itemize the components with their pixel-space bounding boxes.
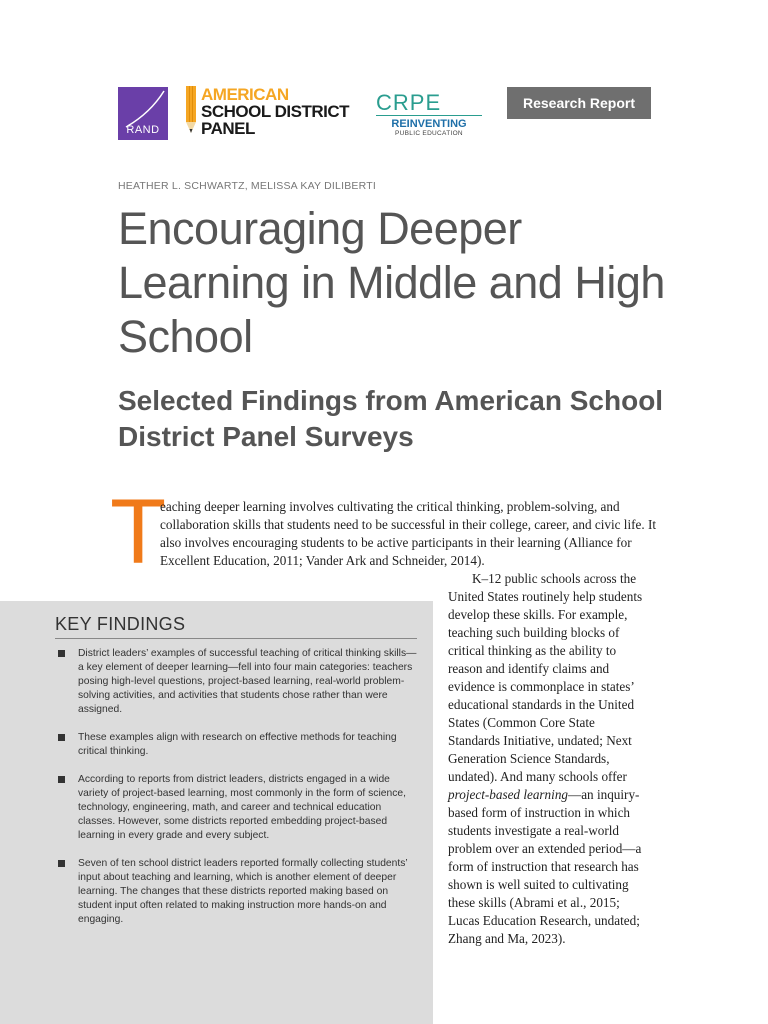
intro-paragraph: eaching deeper learning involves cultivating the critical thinking, problem-solving, and collaboration skills that students need to be successful in their college, career, and civic life. It also involves encouraging students to be active participants in their learning (Alliance for Excellent Education, 2011; Vander Ark and Schneider, 2014). xyxy=(160,499,657,568)
body-text: K–12 public schools across the United States routinely help students develop these skills. For example, teaching such building blocks of critical thinking as the ability to reason and identify claims and evidence is commonplace in states’ educational standards in the United States (Common Core State Standards Initiative, undated; Next Generation Science Standards, undated). And many schools offer xyxy=(448,571,643,784)
key-finding-text: These examples align with research on effective methods for teaching critical thinking. xyxy=(78,732,397,757)
page-title: Encouraging Deeper Learning in Middle and High School xyxy=(118,203,665,362)
key-findings-box xyxy=(0,601,433,1024)
asdp-logo-line: AMERICAN xyxy=(201,85,289,104)
body-column xyxy=(448,570,648,948)
authors: HEATHER L. SCHWARTZ, MELISSA KAY DILIBERTI xyxy=(118,180,376,192)
rand-logo xyxy=(118,87,168,140)
body-text: —an inquiry-based form of instruction in which students investigate a real-world problem over an extended period—a form of instruction that research has shown is well suited to cultivating these skills (Abrami et al., 2015; Lucas Education Research, undated; Zhang and Ma, 2023). xyxy=(448,787,642,946)
list-item xyxy=(58,731,420,759)
asdp-logo-line: PANEL xyxy=(201,119,255,138)
square-bullet-icon xyxy=(58,650,65,657)
key-findings-rule xyxy=(55,638,417,639)
crpe-logo-main: CRPE xyxy=(376,90,442,115)
list-item xyxy=(58,647,420,717)
crpe-logo xyxy=(376,90,482,136)
rand-logo-text: RAND xyxy=(126,124,160,136)
crpe-logo-rule xyxy=(376,115,482,116)
square-bullet-icon xyxy=(58,776,65,783)
body-paragraph xyxy=(448,570,648,948)
body-emphasis: project-based learning xyxy=(448,787,569,802)
key-findings-heading: KEY FINDINGS xyxy=(55,614,186,634)
list-item xyxy=(58,773,420,843)
crpe-logo-subline: PUBLIC EDUCATION xyxy=(395,130,463,137)
asdp-logo xyxy=(185,86,367,138)
key-finding-text: Seven of ten school district leaders reported formally collecting students’ input about teaching and learning, which is another element of deeper learning. The changes that these districts reported making based on student input often related to making instruction more hands-on and engaging. xyxy=(78,858,408,925)
asdp-logo-line: SCHOOL DISTRICT xyxy=(201,102,350,121)
key-finding-text: District leaders’ examples of successful teaching of critical thinking skills—a key element of deeper learning—fell into four main categories: teachers posing high-level questions, project-based learning, real-world problem-solving activities, and activities that students chose rather than were assigned. xyxy=(78,648,417,715)
square-bullet-icon xyxy=(58,734,65,741)
square-bullet-icon xyxy=(58,860,65,867)
research-report-badge: Research Report xyxy=(507,87,651,119)
pencil-icon xyxy=(185,86,197,134)
key-finding-text: According to reports from district leaders, districts engaged in a wide variety of project-based learning, most commonly in the form of science, technology, engineering, math, and career and technical education classes. However, some districts reported embedding project-based learning in every grade and every subject. xyxy=(78,774,406,841)
list-item xyxy=(58,857,420,927)
page-subtitle: Selected Findings from American School District Panel Surveys xyxy=(118,385,664,452)
crpe-logo-subline: REINVENTING xyxy=(391,118,467,130)
drop-cap: T xyxy=(110,481,167,583)
key-findings-list xyxy=(58,647,420,941)
